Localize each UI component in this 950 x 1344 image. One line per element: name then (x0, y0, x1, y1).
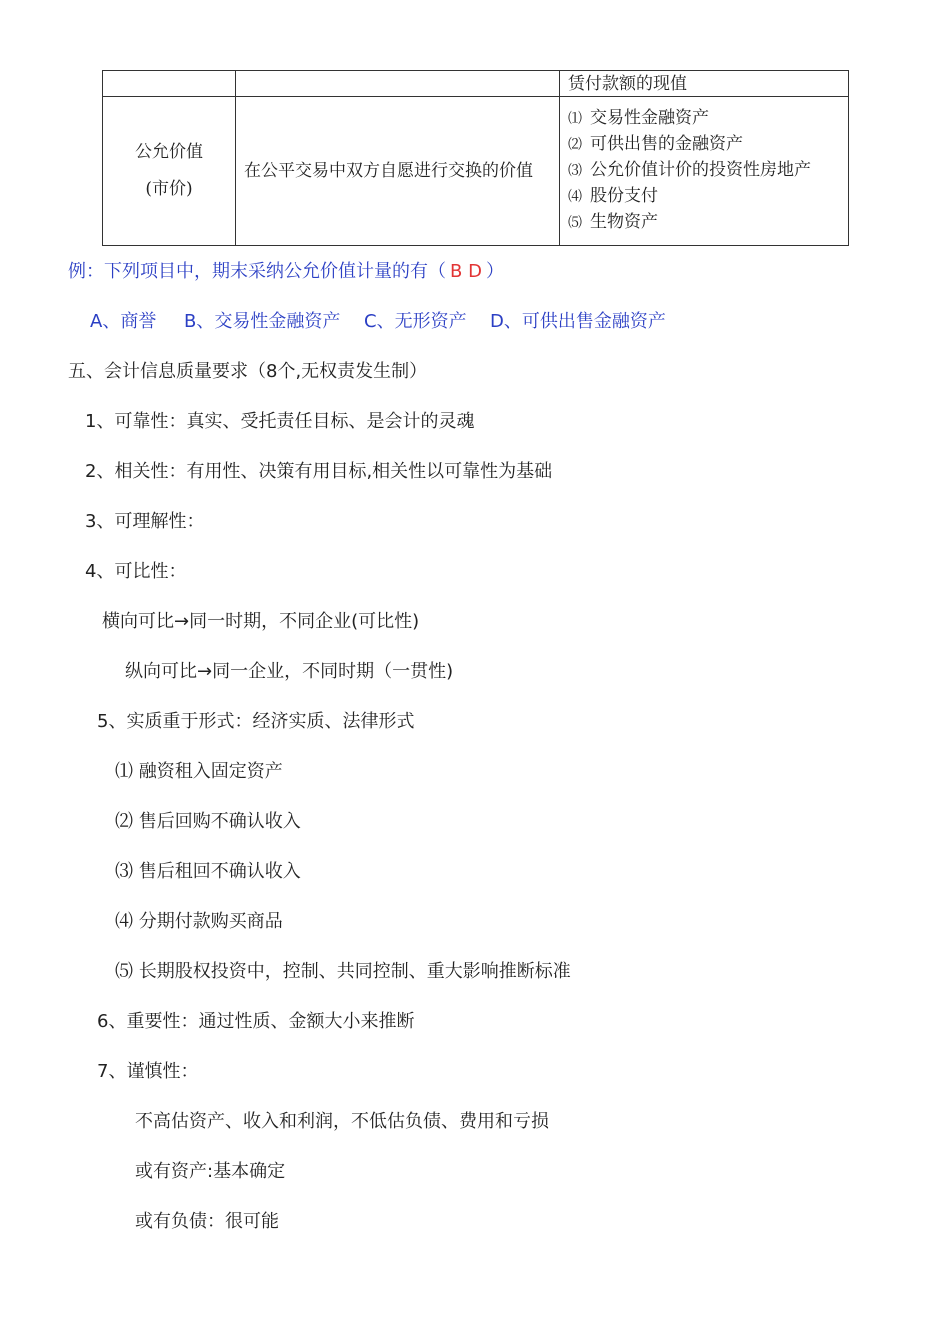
question-text: 例：下列项目中，期末采纳公允价值计量的有（ (68, 261, 446, 282)
table-row (103, 71, 849, 97)
comparability-vertical: 纵向可比→同一企业，不同时期（一贯性) (125, 661, 454, 682)
item-text: 股份支付 (590, 186, 658, 206)
item-text: 生物资产 (590, 212, 658, 232)
paragraph-relevance: 2、相关性：有用性、决策有用目标,相关性以可靠性为基础 (85, 461, 553, 482)
item-text: 公允价值计价的投资性房地产 (590, 160, 811, 180)
paragraph-reliability: 1、可靠性：真实、受托责任目标、是会计的灵魂 (85, 411, 475, 432)
item-number: ⑴ (568, 111, 582, 127)
paragraph-materiality: 6、重要性：通过性质、金额大小来推断 (97, 1011, 415, 1032)
section-heading: 五、会计信息质量要求（8个,无权责发生制） (68, 361, 428, 382)
example-options (90, 310, 666, 334)
item-number: ⑶ (568, 163, 582, 179)
list-item: ⑶ 售后租回不确认收入 (115, 861, 301, 882)
item-number: ⑷ (568, 189, 582, 205)
table-cell-continued-text: 赁付款额的现值 (560, 71, 849, 97)
table-cell (236, 71, 560, 97)
term-cell (103, 97, 236, 246)
paragraph-comparability: 4、可比性： (85, 561, 187, 582)
prudence-item: 或有资产:基本确定 (135, 1161, 286, 1182)
table-row (103, 97, 849, 246)
option-c: C、无形资产 (364, 311, 467, 332)
comparability-horizontal: 横向可比→同一时期，不同企业(可比性) (102, 611, 420, 632)
term-name: 公允价值 (135, 142, 203, 162)
example-question (68, 260, 504, 284)
list-item (568, 184, 840, 210)
examples-cell (560, 97, 849, 246)
list-item: ⑴ 融资租入固定资产 (115, 761, 283, 782)
list-item: ⑵ 售后回购不确认收入 (115, 811, 301, 832)
list-item (568, 106, 840, 132)
prudence-item: 不高估资产、收入和利润，不低估负债、费用和亏损 (135, 1111, 549, 1132)
item-number: ⑸ (568, 215, 582, 231)
prudence-item: 或有负债：很可能 (135, 1211, 279, 1232)
question-close: ） (485, 261, 504, 282)
list-item: ⑸ 长期股权投资中，控制、共同控制、重大影响推断标准 (115, 961, 571, 982)
item-text: 可供出售的金融资产 (590, 134, 743, 154)
list-item (568, 132, 840, 158)
option-a: A、商誉 (90, 311, 157, 332)
list-item (568, 158, 840, 184)
paragraph-prudence: 7、谨慎性： (97, 1061, 199, 1082)
term-alias: (市价) (145, 179, 193, 199)
table-cell (103, 71, 236, 97)
option-d: D、可供出售金融资产 (490, 311, 666, 332)
paragraph-substance-over-form: 5、实质重于形式：经济实质、法律形式 (97, 711, 415, 732)
item-text: 交易性金融资产 (590, 108, 709, 128)
list-item: ⑷ 分期付款购买商品 (115, 911, 283, 932)
item-number: ⑵ (568, 137, 582, 153)
valuation-table (102, 70, 849, 246)
list-item (568, 210, 840, 236)
definition-cell: 在公平交易中双方自愿进行交换的价值 (236, 97, 560, 246)
answer-text: B D (450, 261, 482, 282)
paragraph-understandability: 3、可理解性： (85, 511, 205, 532)
option-b: B、交易性金融资产 (184, 311, 341, 332)
